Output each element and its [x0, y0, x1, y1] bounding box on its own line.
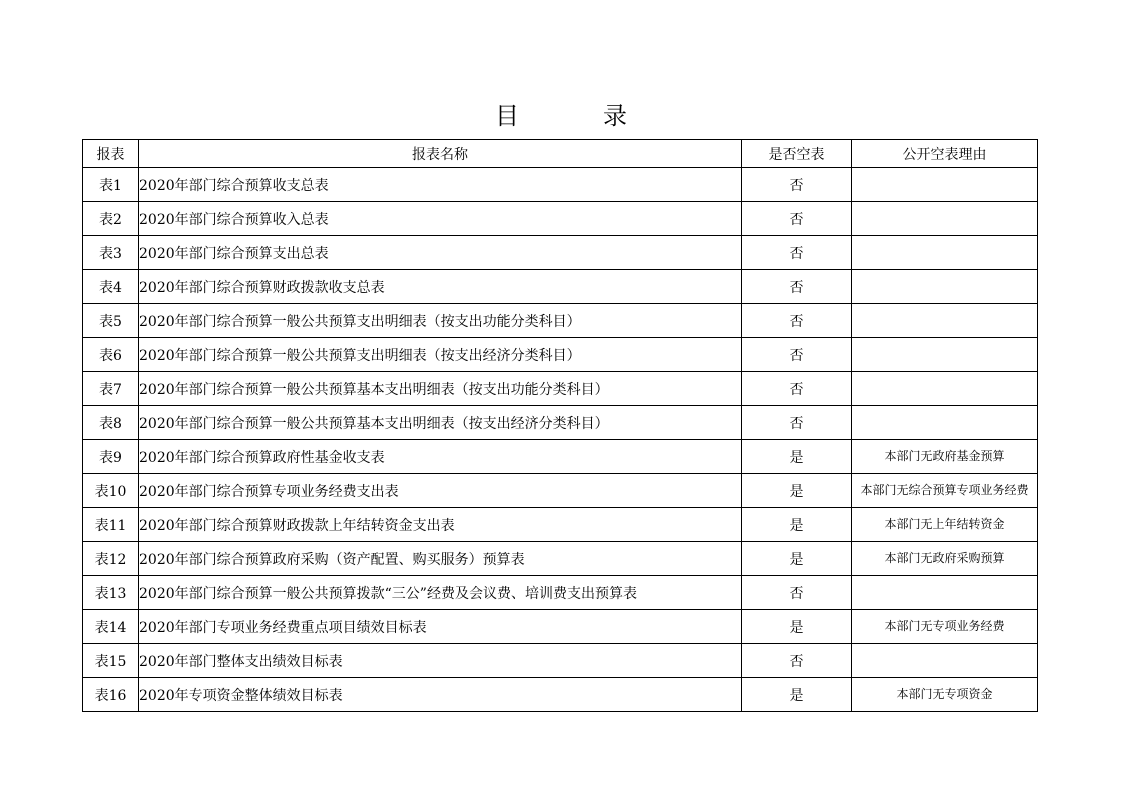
- is-empty: 是: [742, 542, 852, 576]
- empty-reason: [852, 304, 1038, 338]
- report-no: 表14: [83, 610, 139, 644]
- empty-reason: [852, 202, 1038, 236]
- is-empty: 是: [742, 610, 852, 644]
- table-row: [83, 406, 1038, 440]
- report-name: 2020年部门综合预算财政拨款收支总表: [139, 270, 742, 304]
- header-is-empty: 是否空表: [742, 140, 852, 168]
- report-index-table: [82, 139, 1038, 712]
- report-no: 表8: [83, 406, 139, 440]
- report-name: 2020年部门综合预算专项业务经费支出表: [139, 474, 742, 508]
- report-name: 2020年部门综合预算一般公共预算基本支出明细表（按支出功能分类科目）: [139, 372, 742, 406]
- header-report-no: 报表: [83, 140, 139, 168]
- table-row: [83, 304, 1038, 338]
- report-name: 2020年部门综合预算一般公共预算拨款“三公”经费及会议费、培训费支出预算表: [139, 576, 742, 610]
- is-empty: 是: [742, 508, 852, 542]
- table-row: [83, 508, 1038, 542]
- empty-reason: 本部门无政府采购预算: [852, 542, 1038, 576]
- is-empty: 否: [742, 236, 852, 270]
- table-row: [83, 372, 1038, 406]
- is-empty: 否: [742, 338, 852, 372]
- empty-reason: 本部门无综合预算专项业务经费: [852, 474, 1038, 508]
- empty-reason: [852, 644, 1038, 678]
- report-no: 表13: [83, 576, 139, 610]
- report-name: 2020年部门专项业务经费重点项目绩效目标表: [139, 610, 742, 644]
- empty-reason: [852, 406, 1038, 440]
- report-no: 表11: [83, 508, 139, 542]
- is-empty: 否: [742, 202, 852, 236]
- is-empty: 否: [742, 304, 852, 338]
- report-no: 表6: [83, 338, 139, 372]
- report-no: 表7: [83, 372, 139, 406]
- report-no: 表2: [83, 202, 139, 236]
- is-empty: 是: [742, 678, 852, 712]
- empty-reason: 本部门无上年结转资金: [852, 508, 1038, 542]
- is-empty: 否: [742, 372, 852, 406]
- report-no: 表4: [83, 270, 139, 304]
- report-name: 2020年部门综合预算收支总表: [139, 168, 742, 202]
- empty-reason: [852, 372, 1038, 406]
- table-row: [83, 202, 1038, 236]
- report-name: 2020年部门综合预算政府性基金收支表: [139, 440, 742, 474]
- is-empty: 否: [742, 576, 852, 610]
- table-row: [83, 542, 1038, 576]
- report-name: 2020年专项资金整体绩效目标表: [139, 678, 742, 712]
- is-empty: 否: [742, 644, 852, 678]
- header-row: [83, 140, 1038, 168]
- table-row: [83, 270, 1038, 304]
- report-no: 表10: [83, 474, 139, 508]
- report-no: 表12: [83, 542, 139, 576]
- report-name: 2020年部门综合预算一般公共预算支出明细表（按支出功能分类科目）: [139, 304, 742, 338]
- is-empty: 是: [742, 440, 852, 474]
- is-empty: 否: [742, 168, 852, 202]
- report-name: 2020年部门整体支出绩效目标表: [139, 644, 742, 678]
- table-row: [83, 236, 1038, 270]
- empty-reason: 本部门无专项资金: [852, 678, 1038, 712]
- table-row: [83, 644, 1038, 678]
- report-no: 表5: [83, 304, 139, 338]
- table-row: [83, 474, 1038, 508]
- header-empty-reason: 公开空表理由: [852, 140, 1038, 168]
- empty-reason: 本部门无专项业务经费: [852, 610, 1038, 644]
- report-name: 2020年部门综合预算收入总表: [139, 202, 742, 236]
- report-name: 2020年部门综合预算财政拨款上年结转资金支出表: [139, 508, 742, 542]
- report-no: 表16: [83, 678, 139, 712]
- report-no: 表3: [83, 236, 139, 270]
- page-title: 目 录: [495, 102, 657, 130]
- report-name: 2020年部门综合预算政府采购（资产配置、购买服务）预算表: [139, 542, 742, 576]
- table-row: [83, 576, 1038, 610]
- empty-reason: [852, 338, 1038, 372]
- report-no: 表15: [83, 644, 139, 678]
- report-name: 2020年部门综合预算支出总表: [139, 236, 742, 270]
- empty-reason: [852, 236, 1038, 270]
- empty-reason: [852, 168, 1038, 202]
- is-empty: 否: [742, 406, 852, 440]
- table-row: [83, 338, 1038, 372]
- table-row: [83, 678, 1038, 712]
- empty-reason: [852, 576, 1038, 610]
- report-name: 2020年部门综合预算一般公共预算基本支出明细表（按支出经济分类科目）: [139, 406, 742, 440]
- table-row: [83, 168, 1038, 202]
- is-empty: 是: [742, 474, 852, 508]
- is-empty: 否: [742, 270, 852, 304]
- report-no: 表9: [83, 440, 139, 474]
- report-name: 2020年部门综合预算一般公共预算支出明细表（按支出经济分类科目）: [139, 338, 742, 372]
- report-no: 表1: [83, 168, 139, 202]
- header-report-name: 报表名称: [139, 140, 742, 168]
- empty-reason: 本部门无政府基金预算: [852, 440, 1038, 474]
- empty-reason: [852, 270, 1038, 304]
- table-row: [83, 610, 1038, 644]
- table-row: [83, 440, 1038, 474]
